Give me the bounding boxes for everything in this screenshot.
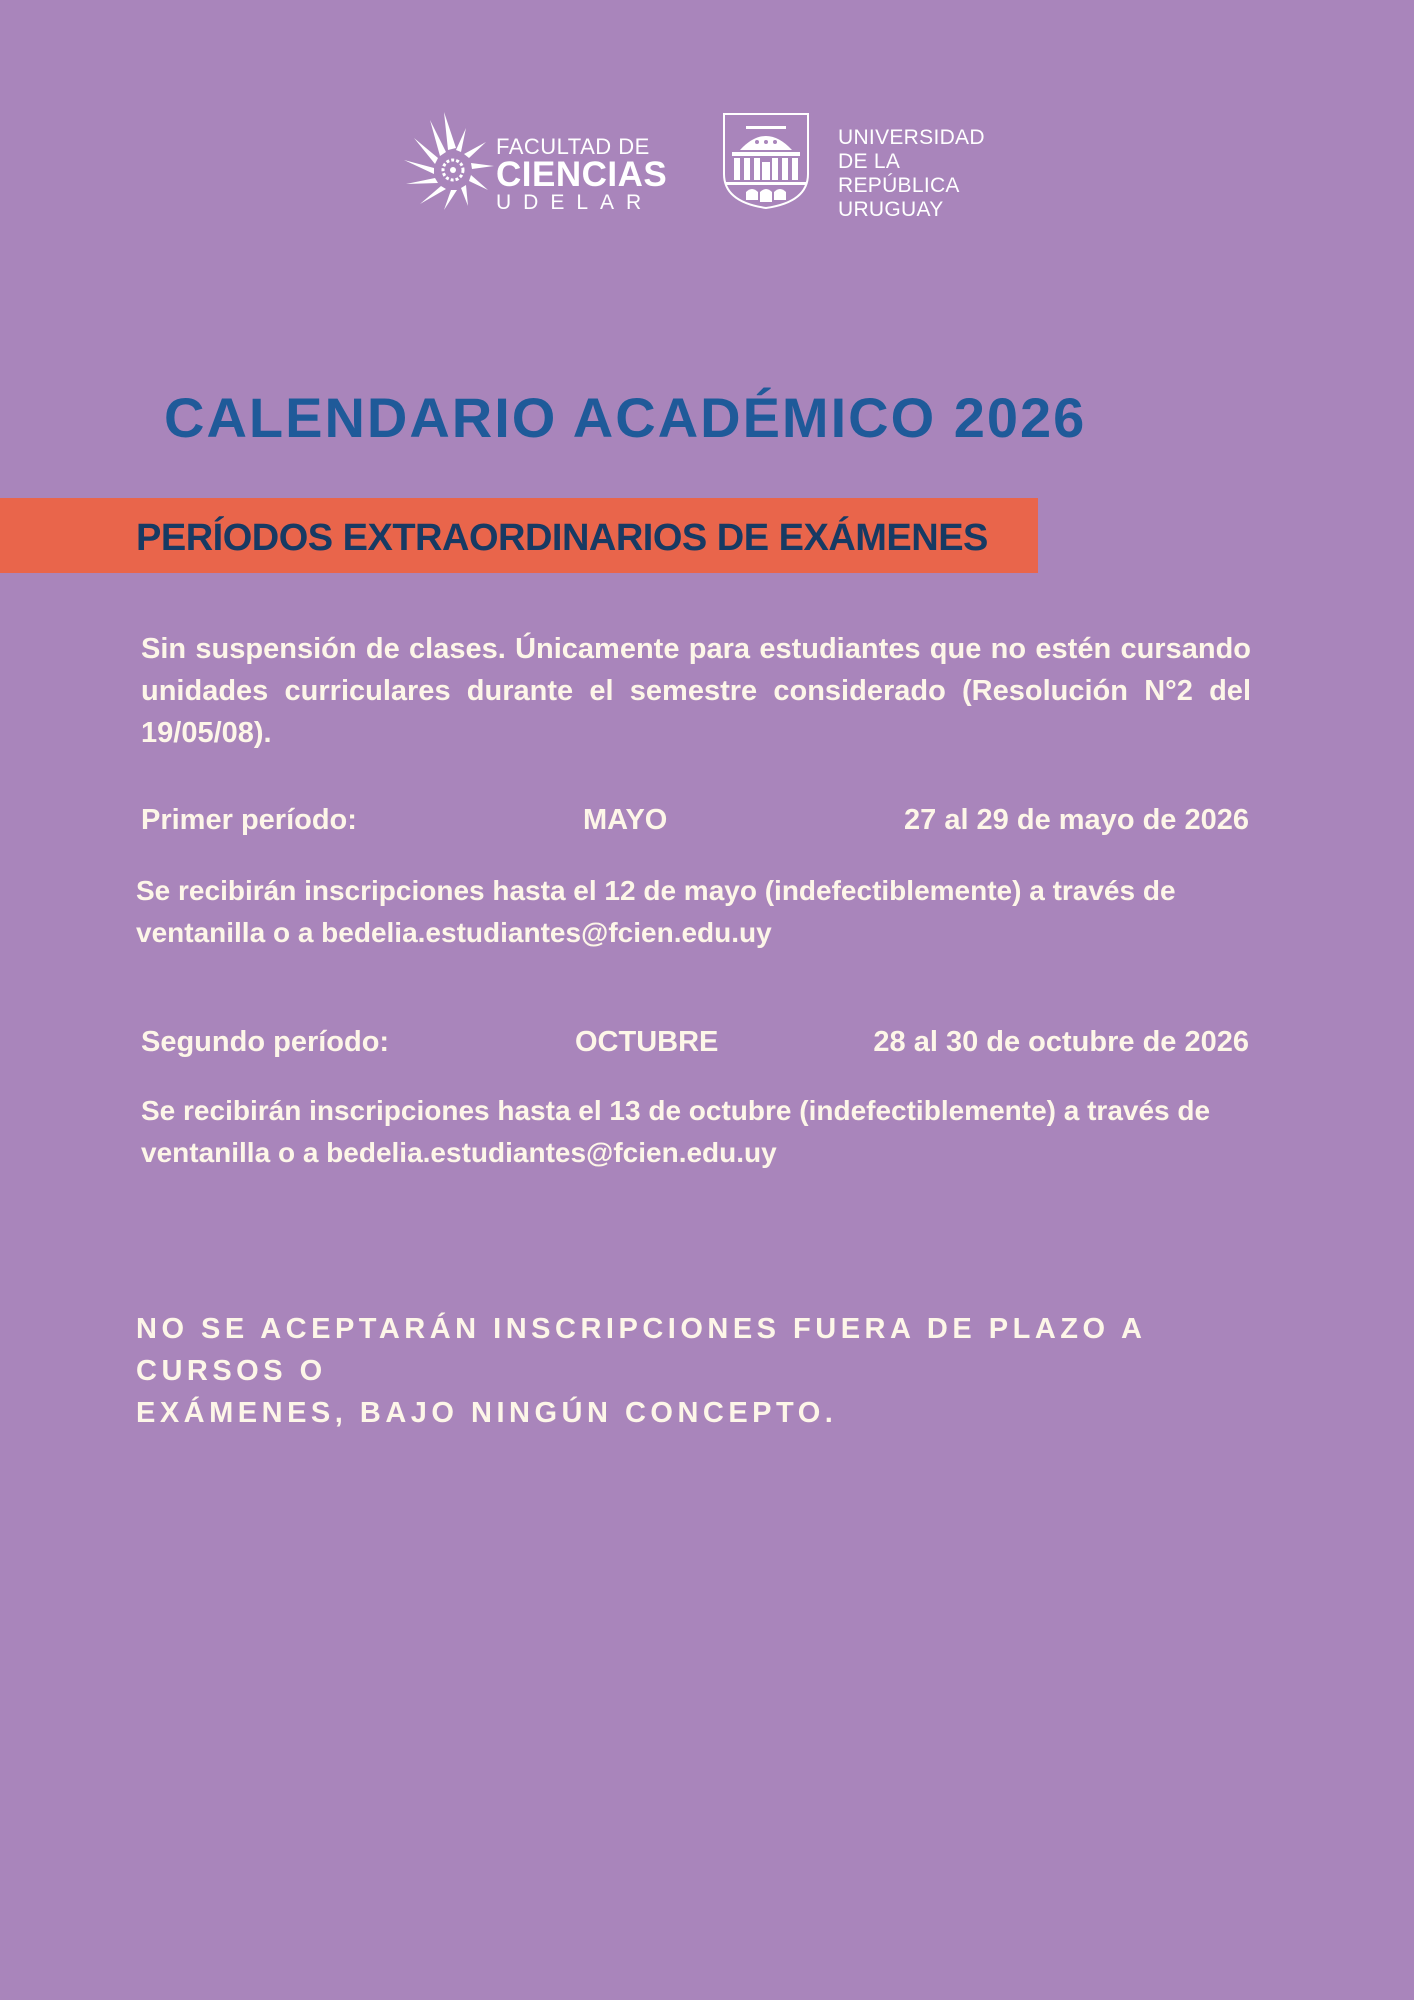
period-label: Segundo período: [141, 1026, 390, 1058]
section-banner [0, 498, 1038, 573]
note-line-email: ventanilla o a bedelia.estudiantes@fcien.edu.uy [141, 1137, 777, 1168]
period-dates: 28 al 30 de octubre de 2026 [873, 1026, 1249, 1058]
logo-line-ciencias: CIENCIAS [496, 155, 668, 194]
period-month: OCTUBRE [575, 1026, 719, 1058]
note-line-email: ventanilla o a bedelia.estudiantes@fcien.edu.uy [136, 917, 772, 948]
period-note-primer [136, 870, 1236, 954]
facultad-ciencias-wordmark [496, 136, 667, 213]
period-dates: 27 al 29 de mayo de 2026 [904, 804, 1249, 836]
facultad-ciencias-logo [400, 110, 668, 215]
period-month: MAYO [583, 804, 668, 836]
spiral-shell-icon [400, 110, 495, 210]
deadline-warning [136, 1308, 1276, 1434]
logo-line-udelar: UDELAR [496, 191, 654, 214]
warning-line: EXÁMENES, BAJO NINGÚN CONCEPTO. [136, 1397, 838, 1429]
page-title: CALENDARIO ACADÉMICO 2026 [164, 386, 1087, 449]
section-heading: PERÍODOS EXTRAORDINARIOS DE EXÁMENES [136, 517, 988, 559]
universidad-republica-wordmark [838, 126, 1022, 222]
university-building-shield-icon [722, 112, 810, 210]
note-line: Se recibirán inscripciones hasta el 12 de mayo (indefectiblemente) a través de [136, 875, 1176, 906]
logo-line-universidad: UNIVERSIDAD [838, 126, 985, 149]
period-label: Primer período: [141, 804, 357, 836]
universidad-republica-logo [722, 112, 1022, 221]
logo-line-uruguay: URUGUAY [838, 198, 944, 221]
header-logos [0, 110, 1414, 221]
intro-paragraph: Sin suspensión de clases. Únicamente para estudiantes que no estén cursando unidades curriculares durante el semestre considerado (Resolución N°2 del 19/05/08). [141, 633, 1251, 749]
logo-line-facultad: FACULTAD DE [496, 134, 650, 159]
warning-line: NO SE ACEPTARÁN INSCRIPCIONES FUERA DE PLAZO A CURSOS O [136, 1313, 1146, 1387]
note-line: Se recibirán inscripciones hasta el 13 de octubre (indefectiblemente) a través de [141, 1095, 1211, 1126]
period-row-primer [141, 804, 1249, 844]
period-note-segundo [141, 1090, 1241, 1174]
logo-line-de-la-republica: DE LA REPÚBLICA [838, 150, 960, 197]
period-row-segundo [141, 1026, 1249, 1066]
